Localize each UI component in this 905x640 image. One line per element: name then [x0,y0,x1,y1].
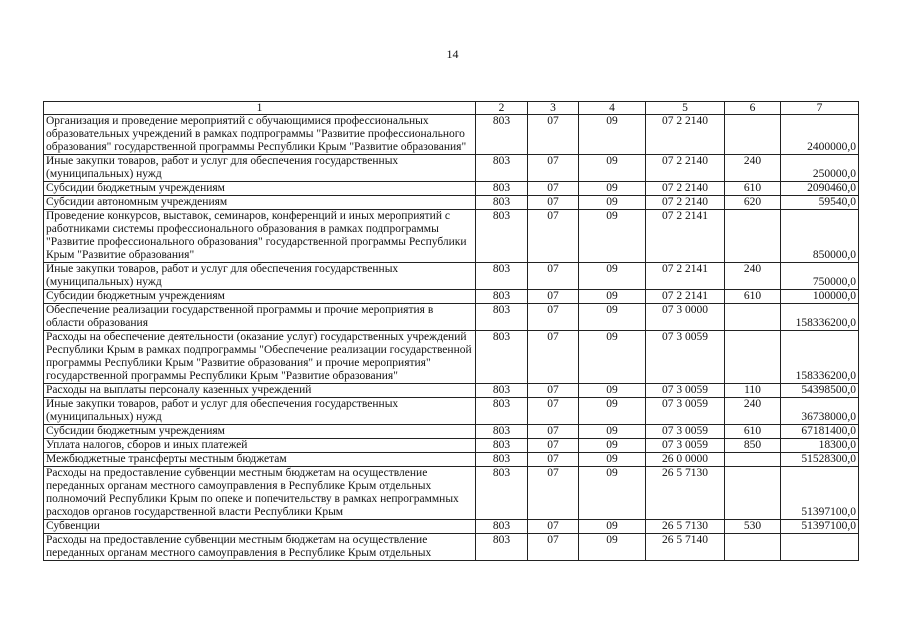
row-target-item-cell: 07 2 2140 [646,155,725,182]
row-target-item-cell: 07 3 0059 [646,384,725,398]
page-number: 14 [446,47,459,61]
row-subsection-cell: 09 [579,155,646,182]
row-subsection-cell: 09 [579,210,646,263]
row-subsection-cell: 09 [579,453,646,467]
row-name-cell: Обеспечение реализации государственной программы и прочие мероприятия в области образования [44,304,476,331]
row-amount-cell: 2400000,0 [781,115,859,155]
row-subsection-cell: 09 [579,290,646,304]
row-amount-cell: 750000,0 [781,263,859,290]
row-section-cell: 07 [528,520,579,534]
row-target-item-cell: 07 2 2141 [646,290,725,304]
row-target-item-cell: 26 5 7140 [646,534,725,561]
header-cell: 2 [476,102,528,115]
row-subsection-cell: 09 [579,384,646,398]
row-admin-code-cell: 803 [476,453,528,467]
row-admin-code-cell: 803 [476,290,528,304]
row-expense-type-cell [725,210,781,263]
row-expense-type-cell [725,115,781,155]
row-amount-cell: 51397100,0 [781,467,859,520]
row-admin-code-cell: 803 [476,425,528,439]
row-expense-type-cell: 240 [725,155,781,182]
row-admin-code-cell: 803 [476,398,528,425]
row-subsection-cell: 09 [579,439,646,453]
row-section-cell: 07 [528,196,579,210]
row-name-cell: Иные закупки товаров, работ и услуг для обеспечения государственных (муниципальных) нужд [44,398,476,425]
row-target-item-cell: 07 2 2141 [646,210,725,263]
row-name-cell: Организация и проведение мероприятий с обучающимися профессиональных образовательных учреждений в рамках подпрограммы "Развитие профессионального образования" государственной программы Республики Крым "Развитие образования" [44,115,476,155]
row-admin-code-cell: 803 [476,384,528,398]
row-section-cell: 07 [528,182,579,196]
row-admin-code-cell: 803 [476,115,528,155]
row-name-cell: Субсидии бюджетным учреждениям [44,290,476,304]
row-amount-cell: 158336200,0 [781,331,859,384]
row-name-cell: Расходы на выплаты персоналу казенных учреждений [44,384,476,398]
row-amount-cell: 36738000,0 [781,398,859,425]
row-admin-code-cell: 803 [476,534,528,561]
row-expense-type-cell [725,467,781,520]
table-row [44,398,859,425]
row-expense-type-cell: 240 [725,263,781,290]
row-admin-code-cell: 803 [476,210,528,263]
row-section-cell: 07 [528,210,579,263]
row-target-item-cell: 07 2 2140 [646,115,725,155]
header-cell: 4 [579,102,646,115]
row-expense-type-cell [725,304,781,331]
row-admin-code-cell: 803 [476,331,528,384]
row-subsection-cell: 09 [579,115,646,155]
row-subsection-cell: 09 [579,196,646,210]
row-name-cell: Уплата налогов, сборов и иных платежей [44,439,476,453]
table-row [44,425,859,439]
row-subsection-cell: 09 [579,534,646,561]
row-expense-type-cell: 610 [725,425,781,439]
row-name-cell: Субвенции [44,520,476,534]
row-section-cell: 07 [528,398,579,425]
row-name-cell: Субсидии бюджетным учреждениям [44,182,476,196]
row-amount-cell: 51528300,0 [781,453,859,467]
row-name-cell: Расходы на предоставление субвенции местным бюджетам на осуществление переданных органам местного самоуправления в Республике Крым отдельных полномочий Республики Крым по опеке и попечительству в рамках непрограммных расходов органов государственной власти Республики Крым [44,467,476,520]
row-admin-code-cell: 803 [476,155,528,182]
row-subsection-cell: 09 [579,331,646,384]
table-row [44,467,859,520]
row-target-item-cell: 26 5 7130 [646,467,725,520]
row-target-item-cell: 07 3 0059 [646,425,725,439]
row-subsection-cell: 09 [579,467,646,520]
header-cell: 6 [725,102,781,115]
table-row [44,453,859,467]
row-subsection-cell: 09 [579,425,646,439]
row-amount-cell: 67181400,0 [781,425,859,439]
row-expense-type-cell: 620 [725,196,781,210]
budget-table [43,101,859,561]
row-subsection-cell: 09 [579,398,646,425]
row-section-cell: 07 [528,290,579,304]
row-expense-type-cell [725,534,781,561]
row-amount-cell: 59540,0 [781,196,859,210]
table-row [44,520,859,534]
row-name-cell: Субсидии автономным учреждениям [44,196,476,210]
header-cell: 3 [528,102,579,115]
row-section-cell: 07 [528,425,579,439]
row-amount-cell: 18300,0 [781,439,859,453]
table-row [44,115,859,155]
row-target-item-cell: 26 5 7130 [646,520,725,534]
row-name-cell: Расходы на обеспечение деятельности (оказание услуг) государственных учреждений Республики Крым в рамках подпрограммы "Обеспечение реализации государственной программы Республики Крым "Развитие образования" и прочие мероприятия" государственной программы Республики Крым "Развитие образования" [44,331,476,384]
row-amount-cell: 100000,0 [781,290,859,304]
row-subsection-cell: 09 [579,304,646,331]
row-section-cell: 07 [528,439,579,453]
row-name-cell: Проведение конкурсов, выставок, семинаров, конференций и иных мероприятий с работниками системы профессионального образования в рамках подпрограммы "Развитие профессионального образования" государственной программы Республики Крым "Развитие образования" [44,210,476,263]
row-expense-type-cell [725,453,781,467]
row-target-item-cell: 07 3 0059 [646,439,725,453]
row-amount-cell: 2090460,0 [781,182,859,196]
row-admin-code-cell: 803 [476,467,528,520]
table-row [44,182,859,196]
row-expense-type-cell [725,331,781,384]
row-name-cell: Иные закупки товаров, работ и услуг для обеспечения государственных (муниципальных) нужд [44,263,476,290]
row-subsection-cell: 09 [579,182,646,196]
row-section-cell: 07 [528,331,579,384]
table-row [44,304,859,331]
row-subsection-cell: 09 [579,520,646,534]
row-expense-type-cell: 610 [725,290,781,304]
table-row [44,155,859,182]
row-name-cell: Иные закупки товаров, работ и услуг для обеспечения государственных (муниципальных) нужд [44,155,476,182]
header-cell: 7 [781,102,859,115]
row-expense-type-cell: 110 [725,384,781,398]
table-row [44,196,859,210]
row-admin-code-cell: 803 [476,304,528,331]
header-cell: 1 [44,102,476,115]
row-expense-type-cell: 530 [725,520,781,534]
row-target-item-cell: 07 3 0059 [646,331,725,384]
table-header-row [44,102,859,115]
table-row [44,263,859,290]
row-admin-code-cell: 803 [476,439,528,453]
row-target-item-cell: 07 3 0000 [646,304,725,331]
row-name-cell: Расходы на предоставление субвенции местным бюджетам на осуществление переданных органам местного самоуправления в Республике Крым отдельных [44,534,476,561]
table-row [44,534,859,561]
row-section-cell: 07 [528,534,579,561]
row-section-cell: 07 [528,453,579,467]
row-amount-cell: 250000,0 [781,155,859,182]
row-target-item-cell: 07 2 2140 [646,182,725,196]
row-target-item-cell: 07 3 0059 [646,398,725,425]
row-section-cell: 07 [528,304,579,331]
row-amount-cell: 158336200,0 [781,304,859,331]
row-section-cell: 07 [528,263,579,290]
row-target-item-cell: 07 2 2140 [646,196,725,210]
row-subsection-cell: 09 [579,263,646,290]
row-name-cell: Межбюджетные трансферты местным бюджетам [44,453,476,467]
row-target-item-cell: 07 2 2141 [646,263,725,290]
table-row [44,210,859,263]
row-section-cell: 07 [528,155,579,182]
row-amount-cell: 850000,0 [781,210,859,263]
row-expense-type-cell: 240 [725,398,781,425]
table-row [44,439,859,453]
row-admin-code-cell: 803 [476,182,528,196]
row-amount-cell [781,534,859,561]
row-admin-code-cell: 803 [476,520,528,534]
row-amount-cell: 51397100,0 [781,520,859,534]
row-expense-type-cell: 850 [725,439,781,453]
table-row [44,290,859,304]
row-name-cell: Субсидии бюджетным учреждениям [44,425,476,439]
row-section-cell: 07 [528,115,579,155]
row-admin-code-cell: 803 [476,196,528,210]
row-expense-type-cell: 610 [725,182,781,196]
row-section-cell: 07 [528,467,579,520]
table-row [44,331,859,384]
row-amount-cell: 54398500,0 [781,384,859,398]
row-section-cell: 07 [528,384,579,398]
row-target-item-cell: 26 0 0000 [646,453,725,467]
row-admin-code-cell: 803 [476,263,528,290]
table-row [44,384,859,398]
header-cell: 5 [646,102,725,115]
